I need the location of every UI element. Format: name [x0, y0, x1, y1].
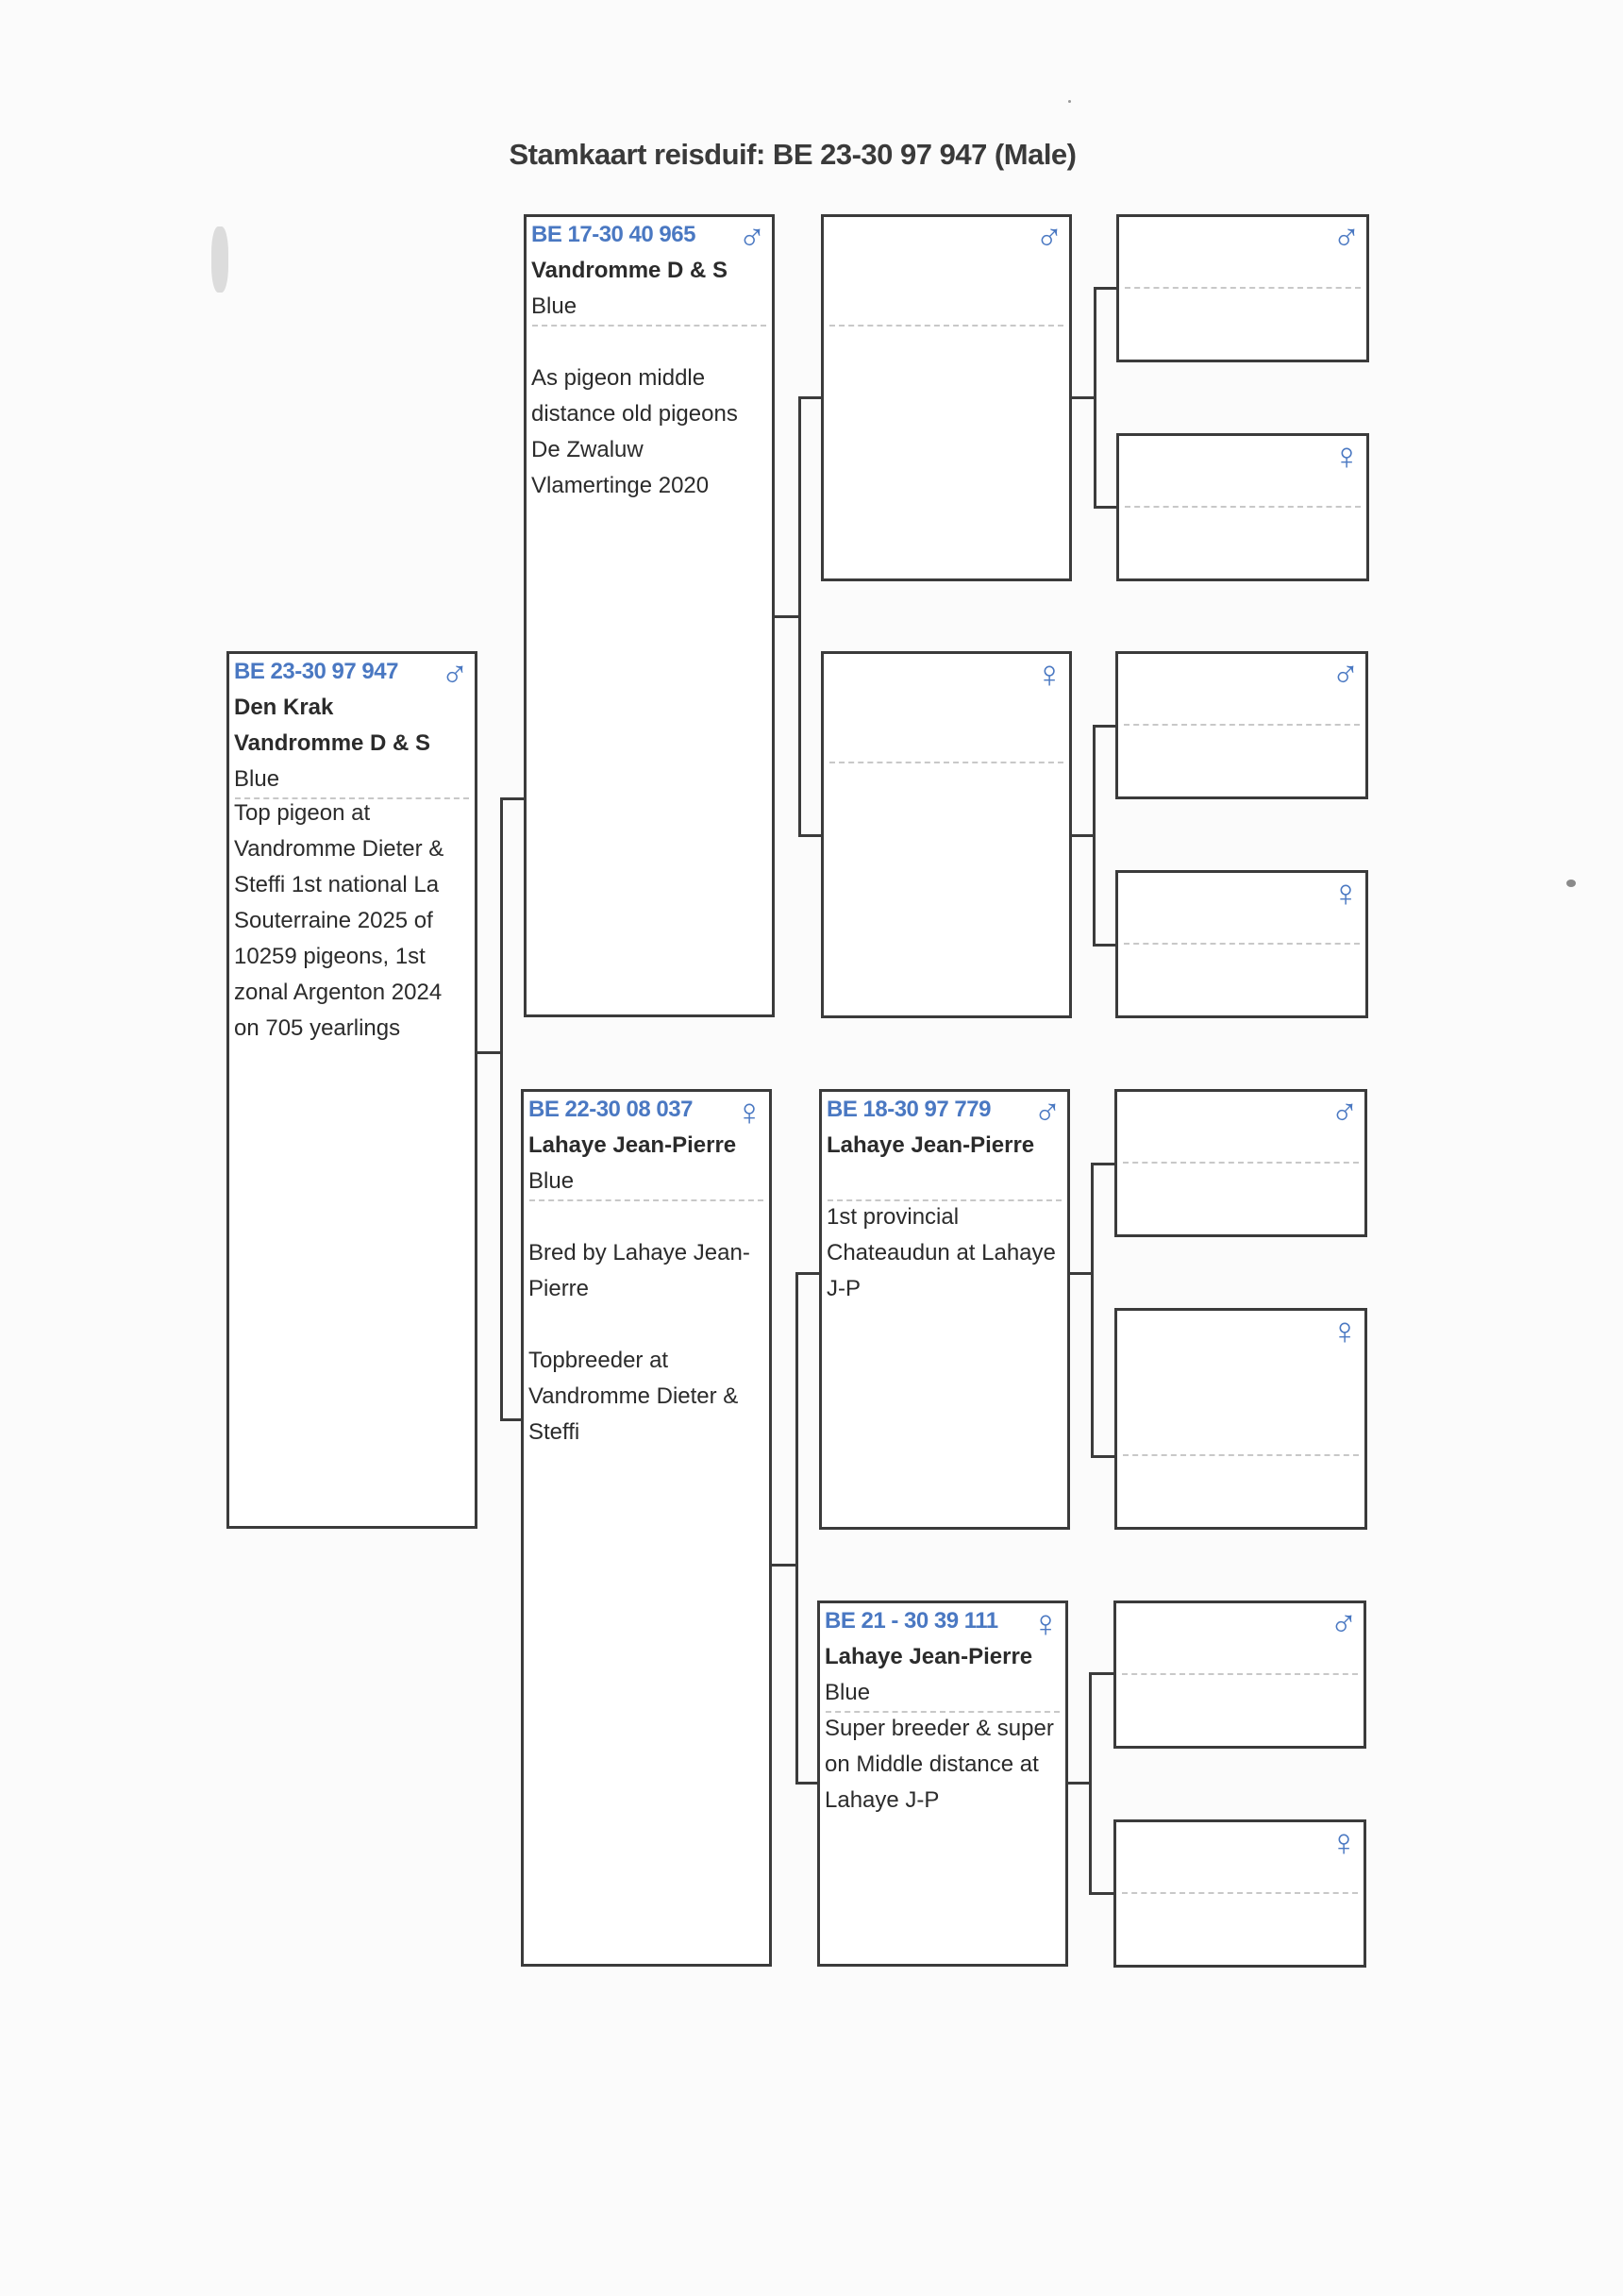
- pigeon-color: Blue: [825, 1680, 871, 1705]
- male-icon: ♂: [1332, 217, 1361, 259]
- pigeon-color: Blue: [528, 1168, 575, 1194]
- great-grandparent-card: [1113, 1819, 1366, 1968]
- sire-sire-card: [821, 214, 1072, 581]
- divider: [1124, 943, 1360, 945]
- scan-speck: [211, 226, 228, 293]
- connector: [1091, 1455, 1114, 1458]
- connector: [1091, 1163, 1114, 1165]
- great-grandparent-card: [1115, 651, 1368, 799]
- great-grandparent-card: [1114, 1089, 1367, 1237]
- divider: [1123, 1454, 1359, 1456]
- connector: [772, 1564, 797, 1567]
- divider: [829, 762, 1063, 763]
- divider: [1122, 1892, 1358, 1894]
- male-icon: ♂: [1331, 654, 1360, 696]
- female-icon: ♀: [1035, 654, 1063, 696]
- male-icon: ♂: [441, 654, 469, 696]
- great-grandparent-card: [1116, 433, 1369, 581]
- ring-number: BE 21 - 30 39 111: [825, 1608, 998, 1634]
- connector: [1094, 287, 1116, 290]
- divider: [1124, 724, 1360, 726]
- notes: Topbreeder at Vandromme Dieter & Steffi: [528, 1348, 739, 1445]
- connector: [775, 615, 800, 618]
- scan-speck: [1068, 100, 1071, 103]
- connector: [795, 1272, 798, 1784]
- owner: Lahaye Jean-Pierre: [827, 1132, 1035, 1158]
- connector: [1093, 725, 1096, 946]
- notes: Super breeder & super on Middle distance at Lahaye J-P: [825, 1716, 1054, 1813]
- pigeon-name: Den Krak: [234, 695, 334, 720]
- dam-sire-card: [819, 1089, 1070, 1530]
- divider: [1123, 1162, 1359, 1164]
- connector: [1089, 1672, 1113, 1675]
- connector: [477, 1051, 502, 1054]
- connector: [798, 834, 821, 837]
- owner: Lahaye Jean-Pierre: [825, 1644, 1033, 1669]
- connector: [500, 797, 503, 1420]
- female-icon: ♀: [1330, 1311, 1359, 1352]
- female-icon: ♀: [1330, 1822, 1358, 1864]
- male-icon: ♂: [738, 217, 766, 259]
- connector: [500, 797, 524, 800]
- connector: [1089, 1892, 1113, 1895]
- ring-number: BE 17-30 40 965: [531, 222, 695, 247]
- female-icon: ♀: [1331, 873, 1360, 914]
- great-grandparent-card: [1115, 870, 1368, 1018]
- ring-number: BE 23-30 97 947: [234, 659, 398, 684]
- great-grandparent-card: [1113, 1600, 1366, 1749]
- great-grandparent-card: [1116, 214, 1369, 362]
- scan-speck: [1566, 880, 1576, 887]
- connector: [1068, 1782, 1091, 1785]
- connector: [795, 1272, 819, 1275]
- connector: [798, 396, 821, 399]
- sire-dam-card: [821, 651, 1072, 1018]
- pigeon-color: Blue: [234, 766, 280, 792]
- female-icon: ♀: [1332, 436, 1361, 478]
- divider: [1125, 287, 1361, 289]
- notes: 1st provincial Chateaudun at Lahaye J-P: [827, 1204, 1056, 1301]
- dam-card: [521, 1089, 772, 1967]
- connector: [1091, 1163, 1094, 1457]
- owner: Vandromme D & S: [531, 258, 728, 283]
- notes: As pigeon middle distance old pigeons De Zwaluw Vlamertinge 2020: [531, 365, 738, 498]
- connector: [795, 1782, 817, 1785]
- connector: [500, 1418, 521, 1421]
- divider: [529, 1199, 763, 1201]
- connector: [1093, 725, 1115, 728]
- male-icon: ♂: [1330, 1603, 1358, 1645]
- ring-number: BE 22-30 08 037: [528, 1097, 693, 1122]
- subject-card: [226, 651, 477, 1529]
- connector: [1094, 287, 1096, 508]
- owner: Lahaye Jean-Pierre: [528, 1132, 737, 1158]
- dam-dam-card: [817, 1600, 1068, 1967]
- divider: [1122, 1673, 1358, 1675]
- connector: [1089, 1672, 1092, 1894]
- sire-card: [524, 214, 775, 1017]
- pigeon-color: Blue: [531, 293, 577, 319]
- connector: [1070, 1272, 1093, 1275]
- page-title: Stamkaart reisduif: BE 23-30 97 947 (Male): [509, 138, 1077, 171]
- female-icon: ♀: [1031, 1603, 1060, 1645]
- male-icon: ♂: [1033, 1092, 1062, 1133]
- male-icon: ♂: [1330, 1092, 1359, 1133]
- notes: Top pigeon at Vandromme Dieter & Steffi 1st national La Souterraine 2025 of 10259 pigeons, 1st zonal Argenton 2024 on 705 yearlings: [234, 800, 444, 1041]
- divider: [532, 325, 766, 327]
- ring-number: BE 18-30 97 779: [827, 1097, 991, 1122]
- owner: Vandromme D & S: [234, 730, 431, 756]
- connector: [1072, 834, 1095, 837]
- connector: [798, 396, 801, 836]
- connector: [1093, 944, 1115, 947]
- connector: [1072, 396, 1096, 399]
- notes: Bred by Lahaye Jean-Pierre: [528, 1240, 750, 1301]
- female-icon: ♀: [735, 1092, 763, 1133]
- connector: [1094, 506, 1116, 509]
- divider: [1125, 506, 1361, 508]
- great-grandparent-card: [1114, 1308, 1367, 1530]
- male-icon: ♂: [1035, 217, 1063, 259]
- divider: [829, 325, 1063, 327]
